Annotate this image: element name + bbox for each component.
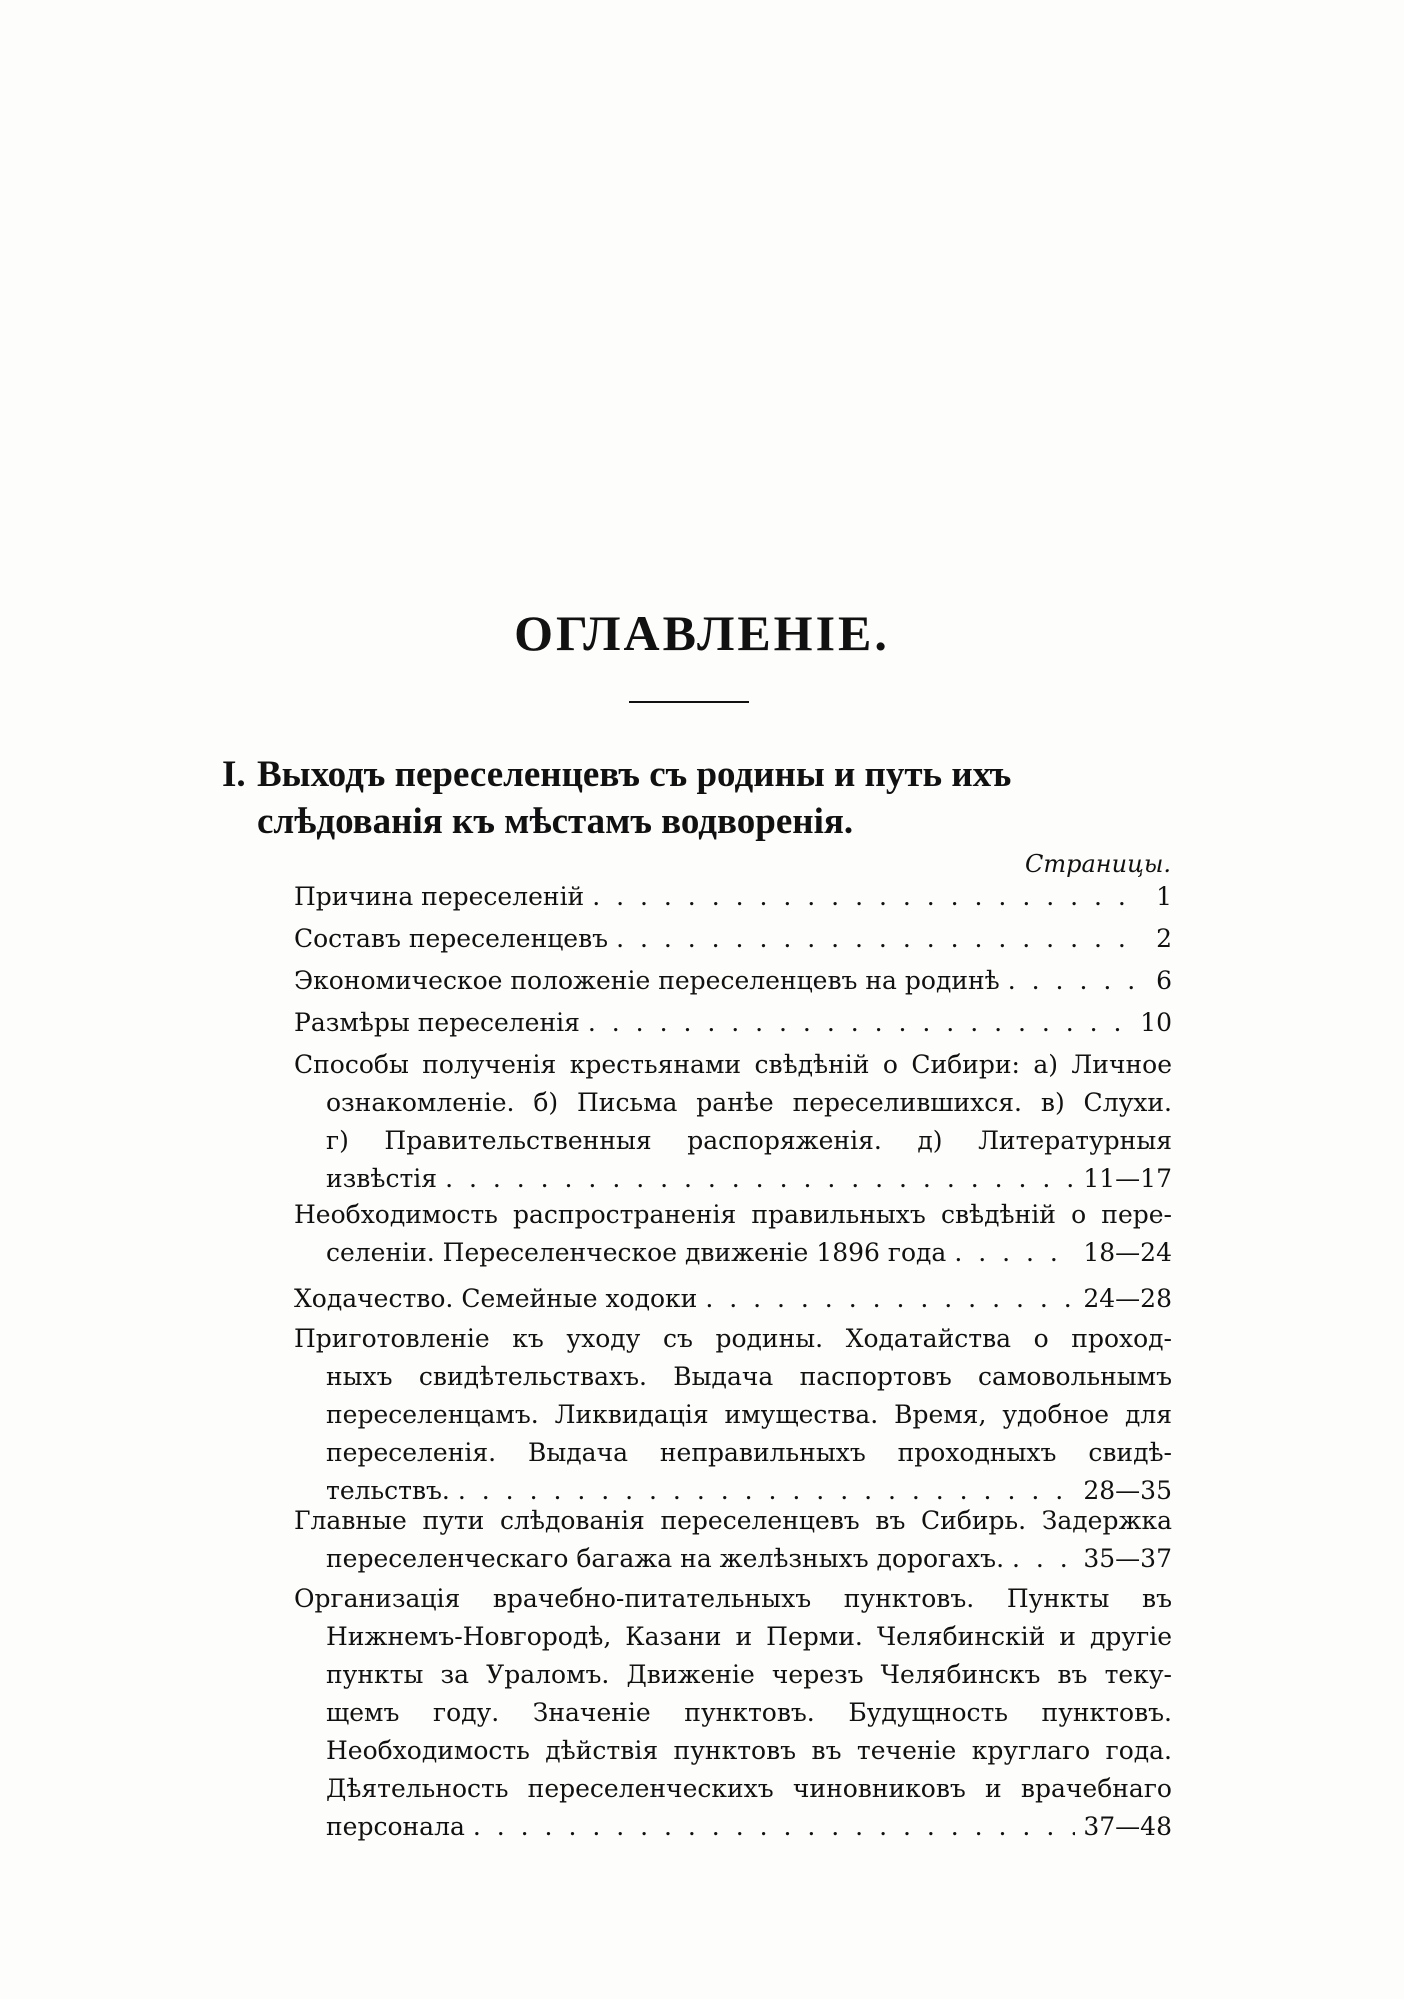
pages-column-label: Страницы. <box>1025 850 1171 878</box>
dot-leader <box>445 1160 1075 1198</box>
toc-entry <box>294 1004 1172 1042</box>
toc-entry-line <box>294 1396 1172 1434</box>
toc-page-number: 10 <box>1140 1008 1172 1037</box>
toc-entry-text: пункты за Ураломъ. Движеніе черезъ Челябинскъ въ теку- <box>326 1660 1172 1689</box>
toc-entry-line <box>294 1084 1172 1122</box>
toc-entry-line <box>294 1732 1172 1770</box>
toc-entry <box>294 962 1172 1000</box>
toc-entry-text: Размѣры переселенія <box>294 1008 580 1037</box>
toc-entry-text: Дѣятельность переселенческихъ чиновниковъ и врачебнаго <box>326 1774 1172 1803</box>
toc-entry-line <box>294 1502 1172 1540</box>
toc-entry-text: Нижнемъ-Новгородѣ, Казани и Перми. Челябинскій и другіе <box>326 1622 1172 1651</box>
toc-entry-line <box>294 1434 1172 1472</box>
toc-entry-text: Приготовленіе къ уходу съ родины. Ходатайства о проход- <box>294 1324 1172 1353</box>
section-title: Выходъ переселенцевъ съ родины и путь ихъ слѣдованія къ мѣстамъ водворенія. <box>257 754 1012 842</box>
toc-entry-text: ознакомленіе. б) Письма ранѣе переселившихся. в) Слухи. <box>326 1088 1172 1117</box>
toc-entry-text: г) Правительственныя распоряженія. д) Литературныя <box>326 1126 1172 1155</box>
toc-entry <box>294 1502 1172 1578</box>
toc-entry-text: персонала <box>326 1812 465 1841</box>
toc-entry <box>294 1196 1172 1272</box>
toc-entry-text: Причина переселеній <box>294 882 585 911</box>
toc-entry-text: извѣстія <box>326 1164 438 1193</box>
toc-entry-line <box>294 1320 1172 1358</box>
toc-entry-line <box>294 1122 1172 1160</box>
toc-page-number: 1 <box>1156 882 1172 911</box>
title-rule <box>629 701 749 703</box>
toc-entry <box>294 1320 1172 1510</box>
dot-leader <box>1008 962 1134 1000</box>
toc-entry-text: переселенческаго багажа на желѣзныхъ дорогахъ. <box>326 1544 1005 1573</box>
toc-entry-line <box>294 1770 1172 1808</box>
toc-entry-line <box>294 878 1172 916</box>
toc-entry-line <box>294 1694 1172 1732</box>
toc-entry-line <box>294 1358 1172 1396</box>
toc-entry-text: Необходимость распространенія правильныхъ свѣдѣній о пере- <box>294 1200 1172 1229</box>
section-number: I. <box>222 754 246 795</box>
toc-page-number: 24—28 <box>1083 1284 1172 1313</box>
toc-entry-line <box>294 1280 1172 1318</box>
toc-entry-text: переселенія. Выдача неправильныхъ проходныхъ свидѣ- <box>326 1438 1172 1467</box>
toc-entry-text: переселенцамъ. Ликвидація имущества. Время, удобное для <box>326 1400 1172 1429</box>
page-title: ОГЛАВЛЕНІЕ. <box>514 605 890 661</box>
toc-entry <box>294 1580 1172 1846</box>
toc-entry-line <box>294 1618 1172 1656</box>
toc-entry-line <box>294 1540 1172 1578</box>
toc-page-number: 35—37 <box>1083 1544 1172 1573</box>
toc-entry-line <box>294 1808 1172 1846</box>
toc-entry <box>294 1280 1172 1318</box>
toc-entry <box>294 920 1172 958</box>
toc-entry <box>294 1046 1172 1198</box>
dot-leader <box>588 1004 1132 1042</box>
toc-page-number: 11—17 <box>1083 1164 1172 1193</box>
toc-entry-text: Необходимость дѣйствія пунктовъ въ теченіе круглаго года. <box>326 1736 1172 1765</box>
toc-entry-text: Главные пути слѣдованія переселенцевъ въ Сибирь. Задержка <box>294 1506 1172 1535</box>
dot-leader <box>705 1280 1075 1318</box>
toc-entry-text: ныхъ свидѣтельствахъ. Выдача паспортовъ самовольнымъ <box>326 1362 1172 1391</box>
dot-leader <box>473 1808 1076 1846</box>
dot-leader <box>954 1234 1075 1272</box>
toc-entry-line <box>294 1046 1172 1084</box>
toc-entry-line <box>294 1004 1172 1042</box>
toc-entry-text: Экономическое положеніе переселенцевъ на родинѣ <box>294 966 1000 995</box>
toc-entry-text: селеніи. Переселенческое движеніе 1896 года <box>326 1238 947 1267</box>
dot-leader <box>1012 1540 1075 1578</box>
toc-page-number: 2 <box>1156 924 1172 953</box>
toc-entry-text: Составъ переселенцевъ <box>294 924 609 953</box>
toc-entry <box>294 878 1172 916</box>
toc-entry-line <box>294 962 1172 1000</box>
toc-entry-line <box>294 1234 1172 1272</box>
toc-page-number: 18—24 <box>1083 1238 1172 1267</box>
toc-page-number: 28—35 <box>1083 1476 1172 1505</box>
toc-entry-text: тельствъ. <box>326 1476 450 1505</box>
toc-entry-line <box>294 1580 1172 1618</box>
toc-entry-line <box>294 1196 1172 1234</box>
toc-entry-text: Организація врачебно-питательныхъ пунктовъ. Пункты въ <box>294 1584 1172 1613</box>
toc-entry-line <box>294 1656 1172 1694</box>
toc-page-number: 37—48 <box>1083 1812 1172 1841</box>
section-heading <box>222 751 1172 845</box>
dot-leader <box>592 878 1134 916</box>
toc-entry-text: щемъ году. Значеніе пунктовъ. Будущность пунктовъ. <box>326 1698 1172 1727</box>
toc-entry-line <box>294 1160 1172 1198</box>
toc-entry-line <box>294 920 1172 958</box>
toc-entry-text: Ходачество. Семейные ходоки <box>294 1284 698 1313</box>
toc-page-number: 6 <box>1156 966 1172 995</box>
toc-entry-text: Способы полученія крестьянами свѣдѣній о Сибири: а) Личное <box>294 1050 1172 1079</box>
dot-leader <box>616 920 1134 958</box>
